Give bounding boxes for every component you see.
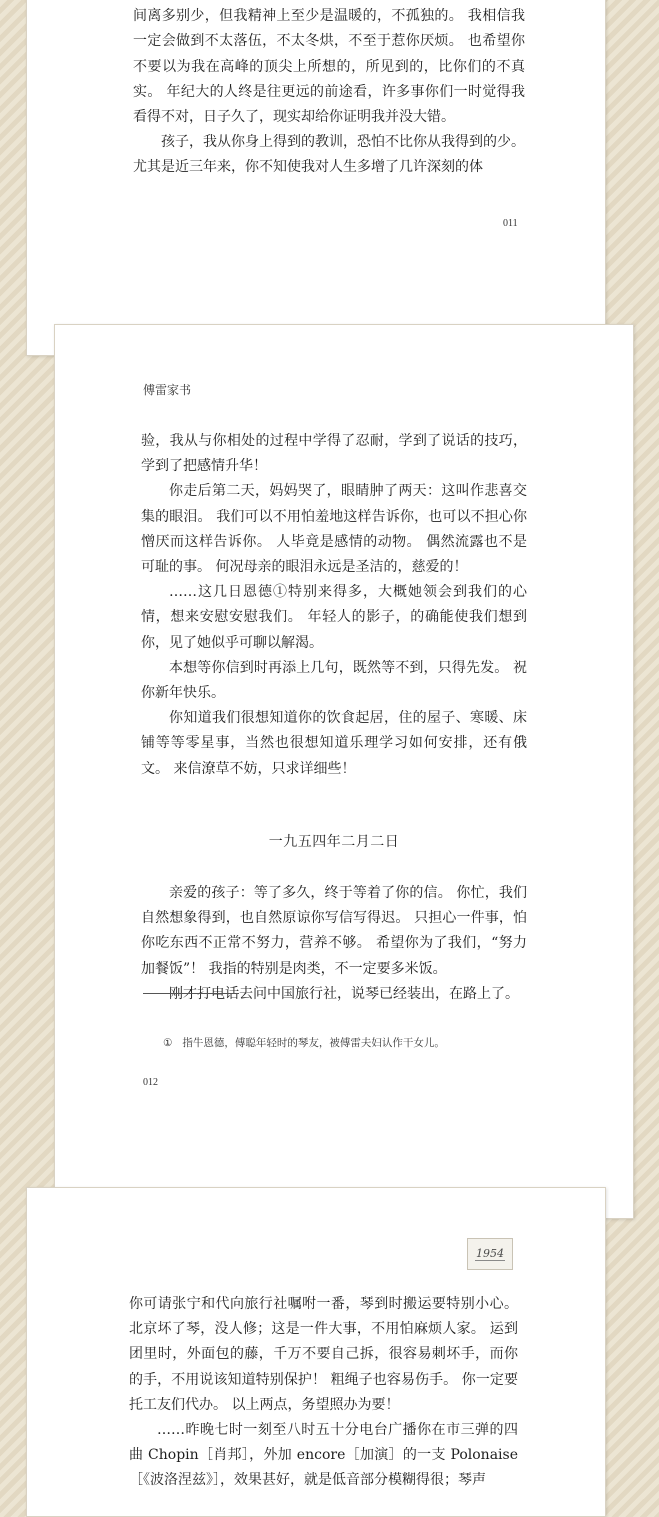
footnote bbox=[163, 1035, 445, 1050]
page-013-body bbox=[129, 1292, 518, 1494]
running-header-title: 傅雷家书 bbox=[143, 383, 192, 397]
paragraph: 间离多别少，但我精神上至少是温暖的，不孤独的。 我相信我一定会做到不太落伍，不太冬烘，不至于惹你厌烦。 也希望你不要以为我在高峰的顶尖上所想的，所见到的，比你们的不真实。 年纪大的人终是往更远的前途看，许多事你们一时觉得我看得不对，日子久了，现实却给你证明我并没大错。 bbox=[133, 8, 525, 126]
paragraph: 刚才打电话去问中国旅行社，说琴已经装出，在路上了。 bbox=[169, 985, 519, 1002]
page-012-body bbox=[141, 429, 527, 782]
letter-body bbox=[141, 881, 527, 1007]
paragraph: 孩子，我从你身上得到的教训，恐怕不比你从我得到的少。 尤其是近三年来，你不知使我对人生多增了几许深刻的体 bbox=[133, 134, 525, 176]
paragraph: ……这几日恩德①特别来得多，大概她领会到我们的心情，想来安慰安慰我们。 年轻人的影子，的确能使我们想到你，见了她似乎可聊以解渴。 bbox=[141, 584, 527, 651]
page-011-body bbox=[133, 0, 525, 181]
year-stamp-text: 1954 bbox=[476, 1247, 504, 1260]
page-number: 012 bbox=[143, 1077, 158, 1088]
book-page-012 bbox=[54, 324, 634, 1219]
paragraph: ……昨晚七时一刻至八时五十分电台广播你在市三弹的四曲 Chopin［肖邦］，外加 encore［加演］的一支 Polonaise［《波洛涅兹》］，效果甚好，就是低音部分模糊得很；琴声 bbox=[129, 1422, 518, 1489]
footnote-divider bbox=[143, 993, 239, 994]
letter-date-heading: 一九五四年二月二日 bbox=[268, 834, 400, 850]
paragraph: 你走后第二天，妈妈哭了，眼睛肿了两天：这叫作悲喜交集的眼泪。 我们可以不用怕羞地这样告诉你，也可以不担心你憎厌而这样告诉你。 人毕竟是感情的动物。 偶然流露也不是可耻的事。 何况母亲的眼泪永远是圣洁的，慈爱的！ bbox=[141, 483, 527, 576]
paragraph: 本想等你信到时再添上几句，既然等不到，只得先发。 祝你新年快乐。 bbox=[141, 659, 527, 702]
footnote-text: 指牛恩德，傅聪年轻时的琴友，被傅雷夫妇认作干女儿。 bbox=[182, 1037, 445, 1049]
book-page-013 bbox=[26, 1187, 606, 1517]
paragraph: 你知道我们很想知道你的饮食起居，住的屋子、寒暖、床铺等等零星事，当然也很想知道乐理学习如何安排，还有俄文。 来信潦草不妨，只求详细些！ bbox=[141, 710, 527, 777]
year-stamp-badge bbox=[467, 1238, 513, 1270]
footnote-mark: ① bbox=[163, 1037, 173, 1049]
paragraph: 亲爱的孩子：等了多久，终于等着了你的信。 你忙，我们自然想象得到，也自然原谅你写信写得迟。 只担心一件事，怕你吃东西不正常不努力，营养不够。 希望你为了我们，“努力加餐饭”！ 我指的特别是肉类，不一定要多米饭。 bbox=[141, 885, 527, 977]
page-number: 011 bbox=[503, 218, 518, 229]
paragraph: 你可请张宁和代向旅行社嘱咐一番，琴到时搬运要特别小心。北京坏了琴，没人修；这是一件大事，不用怕麻烦人家。 运到团里时，外面包的藤，千万不要自己拆，很容易刺坏手，而你的手，不用说该知道特别保护！ 粗绳子也容易伤手。 你一定要托工友们代办。 以上两点，务望照办为要！ bbox=[129, 1296, 518, 1413]
paragraph: 验，我从与你相处的过程中学得了忍耐，学到了说话的技巧，学到了把感情升华！ bbox=[141, 433, 527, 475]
book-page-011 bbox=[26, 0, 606, 356]
